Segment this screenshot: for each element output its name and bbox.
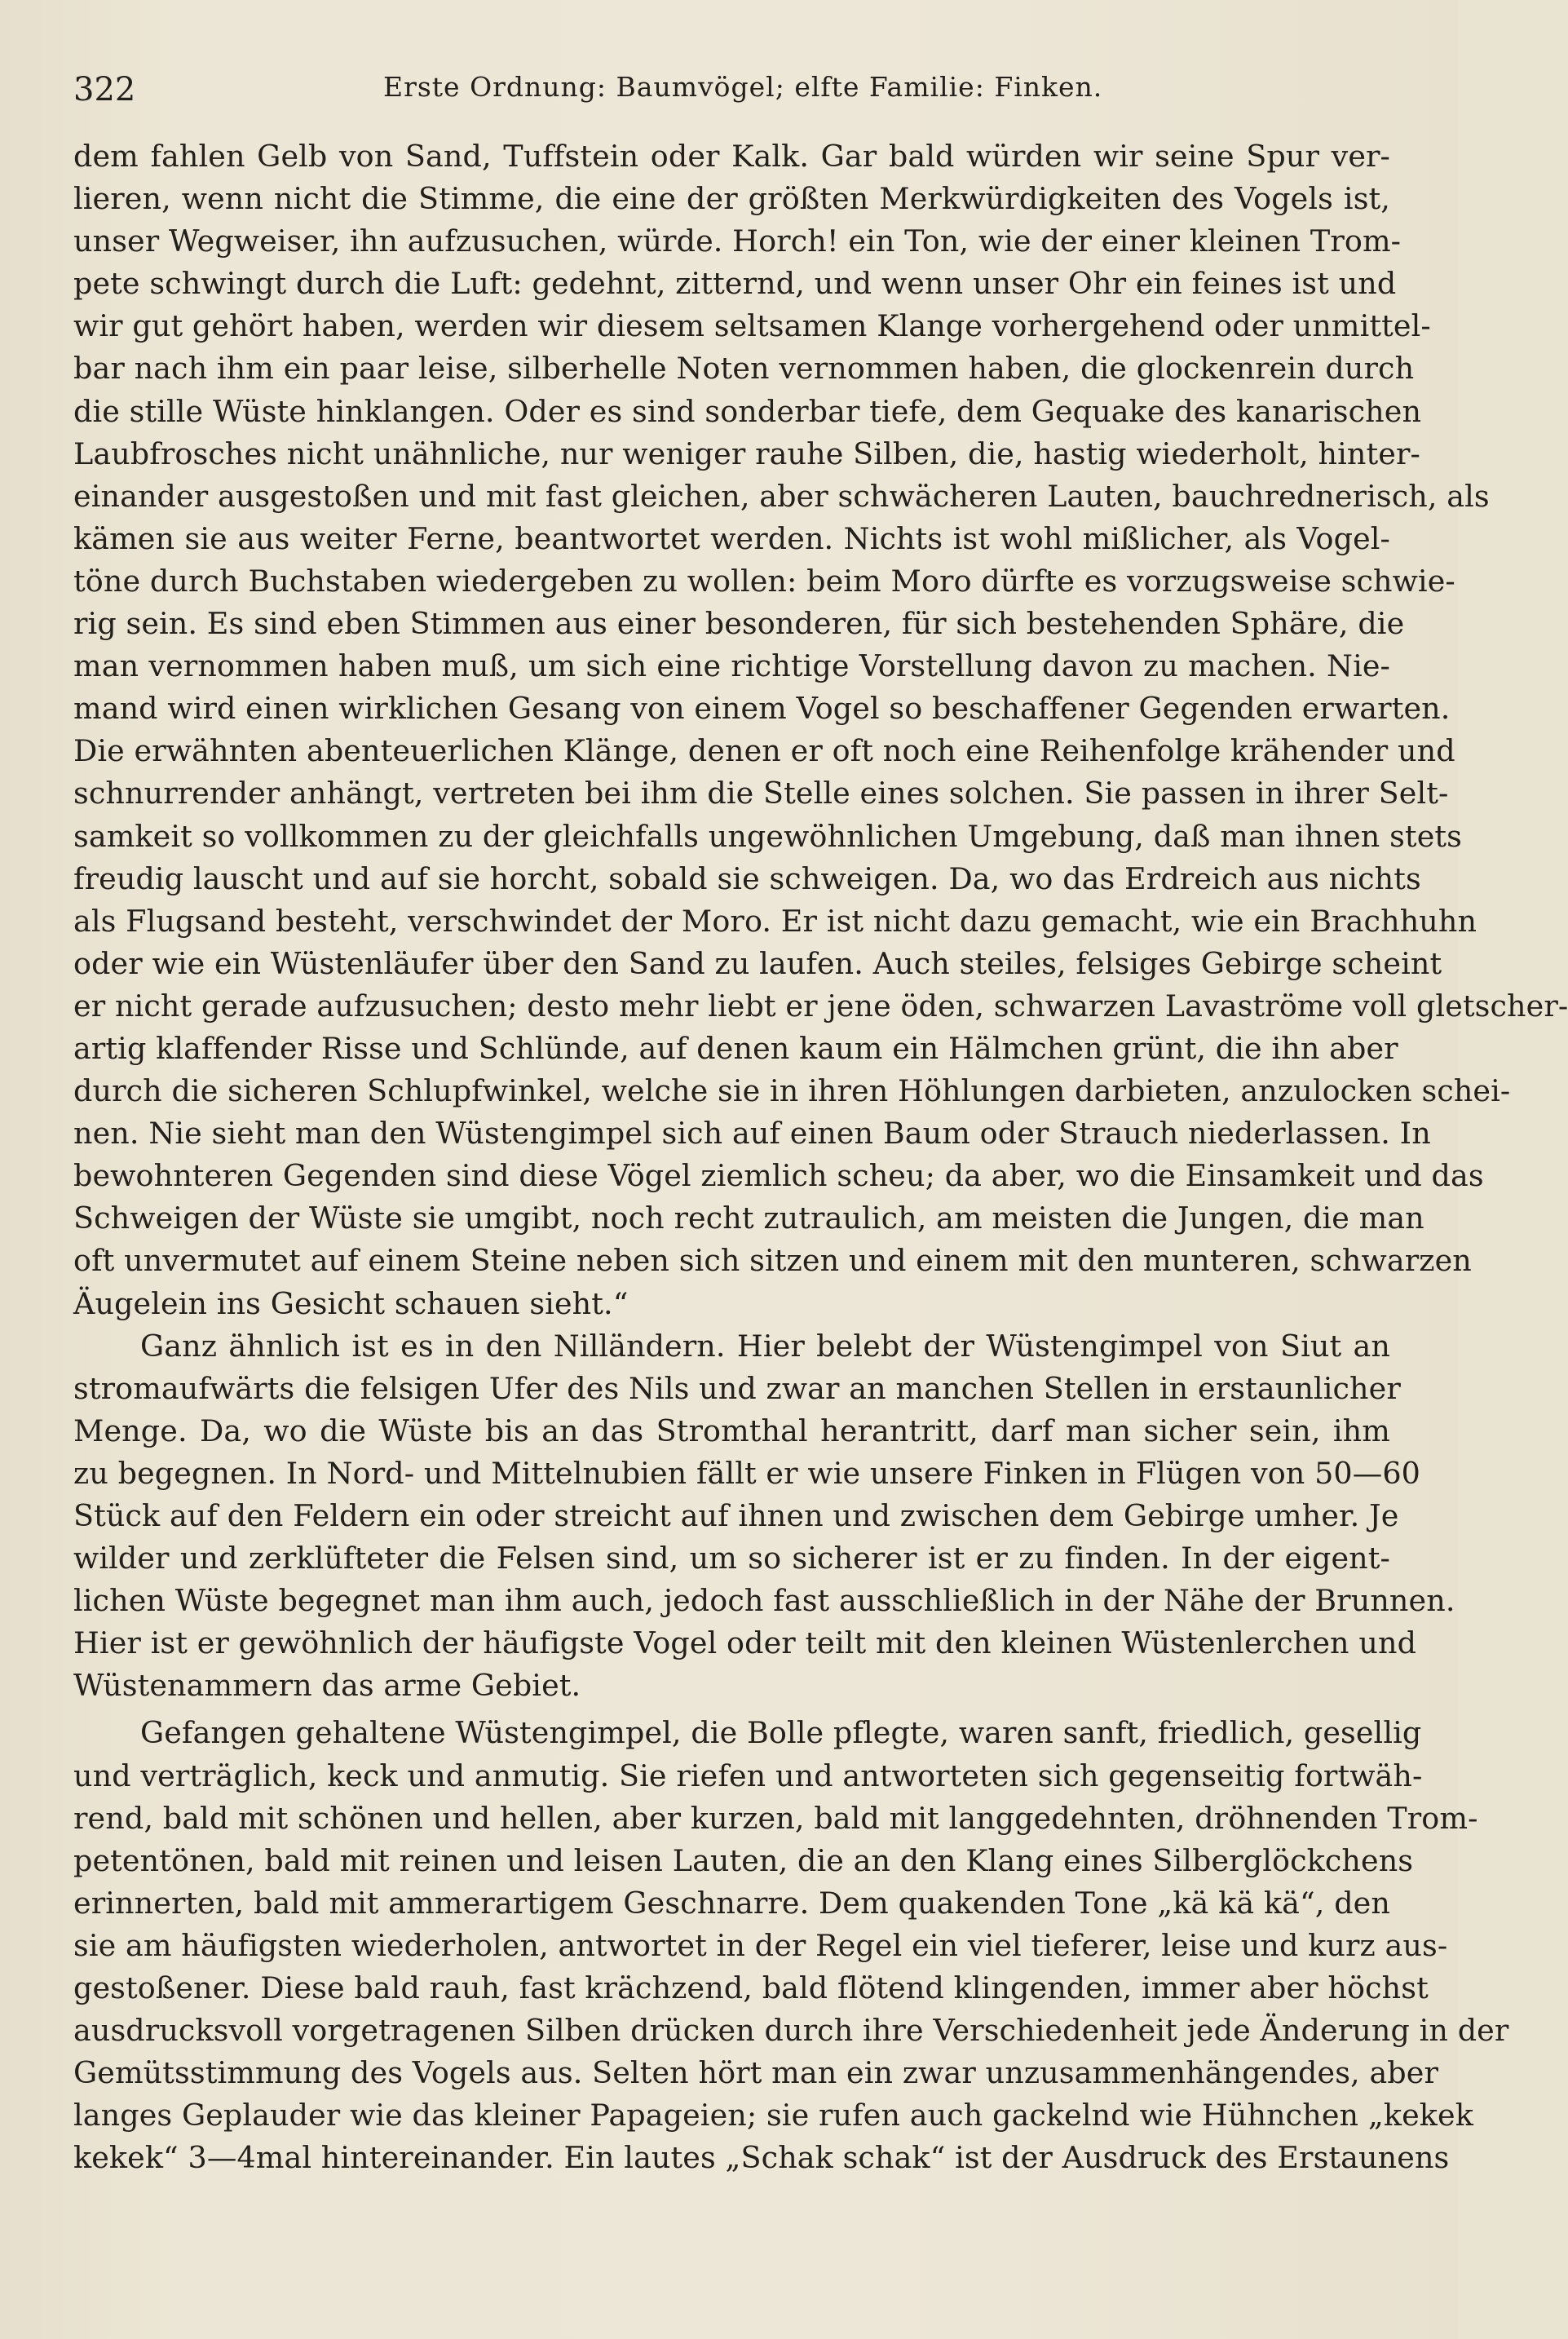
text-line: er nicht gerade aufzusuchen; desto mehr liebt er jene öden, schwarzen Lavaströme voll gletscher- bbox=[73, 988, 1568, 1024]
text-line: bar nach ihm ein paar leise, silberhelle Noten vernommen haben, die glockenrein durch bbox=[73, 351, 1415, 387]
text-line: die stille Wüste hinklangen. Oder es sind sonderbar tiefe, dem Gequake des kanarischen bbox=[73, 393, 1422, 429]
text-line: Stück auf den Feldern ein oder streicht auf ihnen und zwischen dem Gebirge umher. Je bbox=[73, 1498, 1399, 1533]
text-line: schnurrender anhängt, vertreten bei ihm die Stelle eines solchen. Sie passen in ihrer Selt- bbox=[73, 776, 1449, 811]
text-line: wilder und zerklüfteter die Felsen sind, um so sicherer ist er zu finden. In der eigent- bbox=[73, 1541, 1390, 1576]
text-line: kämen sie aus weiter Ferne, beantwortet werden. Nichts ist wohl mißlicher, als Vogel- bbox=[73, 520, 1390, 556]
text-line: artig klaffender Risse und Schlünde, auf denen kaum ein Hälmchen grünt, die ihn aber bbox=[73, 1030, 1398, 1066]
text-line: Laubfrosches nicht unähnliche, nur weniger rauhe Silben, die, hastig wiederholt, hinter- bbox=[73, 436, 1420, 471]
paragraph bbox=[73, 1712, 1509, 2179]
text-line: oder wie ein Wüstenläufer über den Sand zu laufen. Auch steiles, felsiges Gebirge scheint bbox=[73, 945, 1442, 981]
page-number: 322 bbox=[73, 71, 136, 108]
text-line: Menge. Da, wo die Wüste bis an das Stromthal herantritt, darf man sicher sein, ihm bbox=[73, 1413, 1390, 1448]
text-line: man vernommen haben muß, um sich eine richtige Vorstellung davon zu machen. Nie- bbox=[73, 648, 1390, 684]
page-header bbox=[73, 67, 1394, 116]
running-head: Erste Ordnung: Baumvögel; elfte Familie: Finken. bbox=[383, 71, 1103, 103]
text-line: Wüstenammern das arme Gebiet. bbox=[73, 1668, 581, 1704]
text-line: nen. Nie sieht man den Wüstengimpel sich auf einen Baum oder Strauch niederlassen. In bbox=[73, 1116, 1431, 1152]
text-line: Gefangen gehaltene Wüstengimpel, die Bolle pflegte, waren sanft, friedlich, gesellig bbox=[140, 1715, 1422, 1751]
text-line: einander ausgestoßen und mit fast gleichen, aber schwächeren Lauten, bauchrednerisch, als bbox=[73, 478, 1490, 514]
text-line: oft unvermutet auf einem Steine neben sich sitzen und einem mit den munteren, schwarzen bbox=[73, 1243, 1472, 1279]
text-line: töne durch Buchstaben wiedergeben zu wollen: beim Moro dürfte es vorzugsweise schwie- bbox=[73, 563, 1455, 599]
text-line: lieren, wenn nicht die Stimme, die eine der größten Merkwürdigkeiten des Vogels ist, bbox=[73, 181, 1390, 217]
text-line: Die erwähnten abenteuerlichen Klänge, denen er oft noch eine Reihenfolge krähender und bbox=[73, 733, 1455, 769]
text-line: sie am häufigsten wiederholen, antwortet in der Regel ein viel tieferer, leise und kurz aus- bbox=[73, 1927, 1448, 1963]
text-line: langes Geplauder wie das kleiner Papageien; sie rufen auch gackelnd wie Hühnchen „kekek bbox=[73, 2098, 1473, 2133]
paragraph bbox=[73, 135, 1568, 1325]
text-line: rend, bald mit schönen und hellen, aber kurzen, bald mit langgedehnten, dröhnenden Trom- bbox=[73, 1800, 1478, 1836]
text-line: petentönen, bald mit reinen und leisen Lauten, die an den Klang eines Silberglöckchens bbox=[73, 1842, 1414, 1878]
text-line: bewohnteren Gegenden sind diese Vögel ziemlich scheu; da aber, wo die Einsamkeit und das bbox=[73, 1158, 1484, 1194]
text-line: rig sein. Es sind eben Stimmen aus einer besonderen, für sich bestehenden Sphäre, die bbox=[73, 606, 1405, 642]
text-line: dem fahlen Gelb von Sand, Tuffstein oder Kalk. Gar bald würden wir seine Spur ver- bbox=[73, 139, 1390, 174]
text-line: und verträglich, keck und anmutig. Sie riefen und antworteten sich gegenseitig fortwäh- bbox=[73, 1758, 1423, 1793]
text-line: unser Wegweiser, ihn aufzusuchen, würde. Horch! ein Ton, wie der einer kleinen Trom- bbox=[73, 223, 1402, 259]
paragraph bbox=[73, 1325, 1455, 1708]
text-line: Äugelein ins Gesicht schauen sieht.“ bbox=[73, 1285, 629, 1321]
text-line: zu begegnen. In Nord- und Mittelnubien fällt er wie unsere Finken in Flügen von 50—60 bbox=[73, 1455, 1420, 1491]
text-line: freudig lauscht und auf sie horcht, sobald sie schweigen. Da, wo das Erdreich aus nichts bbox=[73, 860, 1421, 896]
text-line: wir gut gehört haben, werden wir diesem seltsamen Klange vorhergehend oder unmittel- bbox=[73, 308, 1431, 344]
text-line: mand wird einen wirklichen Gesang von einem Vogel so beschaffener Gegenden erwarten. bbox=[73, 691, 1451, 727]
text-line: pete schwingt durch die Luft: gedehnt, zitternd, und wenn unser Ohr ein feines ist und bbox=[73, 266, 1397, 302]
text-line: Hier ist er gewöhnlich der häufigste Vogel oder teilt mit den kleinen Wüstenlerchen und bbox=[73, 1625, 1417, 1661]
text-line: als Flugsand besteht, verschwindet der Moro. Er ist nicht dazu gemacht, wie ein Brachhuhn bbox=[73, 903, 1477, 939]
text-line: erinnerten, bald mit ammerartigem Geschnarre. Dem quakenden Tone „kä kä kä“, den bbox=[73, 1885, 1390, 1921]
text-line: ausdrucksvoll vorgetragenen Silben drücken durch ihre Verschiedenheit jede Änderung in der bbox=[73, 2013, 1509, 2049]
text-line: lichen Wüste begegnet man ihm auch, jedoch fast ausschließlich in der Nähe der Brunnen. bbox=[73, 1583, 1455, 1619]
text-line: Gemütsstimmung des Vogels aus. Selten hört man ein zwar unzusammenhängendes, aber bbox=[73, 2055, 1439, 2091]
body-text bbox=[73, 135, 1568, 2180]
text-line: Ganz ähnlich ist es in den Nilländern. Hier belebt der Wüstengimpel von Siut an bbox=[140, 1328, 1390, 1364]
text-line: kekek“ 3—4mal hintereinander. Ein lautes „Schak schak“ ist der Ausdruck des Erstaunens bbox=[73, 2140, 1450, 2176]
text-line: durch die sicheren Schlupfwinkel, welche sie in ihren Höhlungen darbieten, anzulocken schei- bbox=[73, 1073, 1511, 1109]
text-line: Schweigen der Wüste sie umgibt, noch recht zutraulich, am meisten die Jungen, die man bbox=[73, 1200, 1424, 1236]
text-line: stromaufwärts die felsigen Ufer des Nils und zwar an manchen Stellen in erstaunlicher bbox=[73, 1370, 1401, 1406]
text-line: gestoßener. Diese bald rauh, fast krächzend, bald flötend klingenden, immer aber höchst bbox=[73, 1970, 1429, 2006]
text-line: samkeit so vollkommen zu der gleichfalls ungewöhnlichen Umgebung, daß man ihnen stets bbox=[73, 818, 1463, 854]
